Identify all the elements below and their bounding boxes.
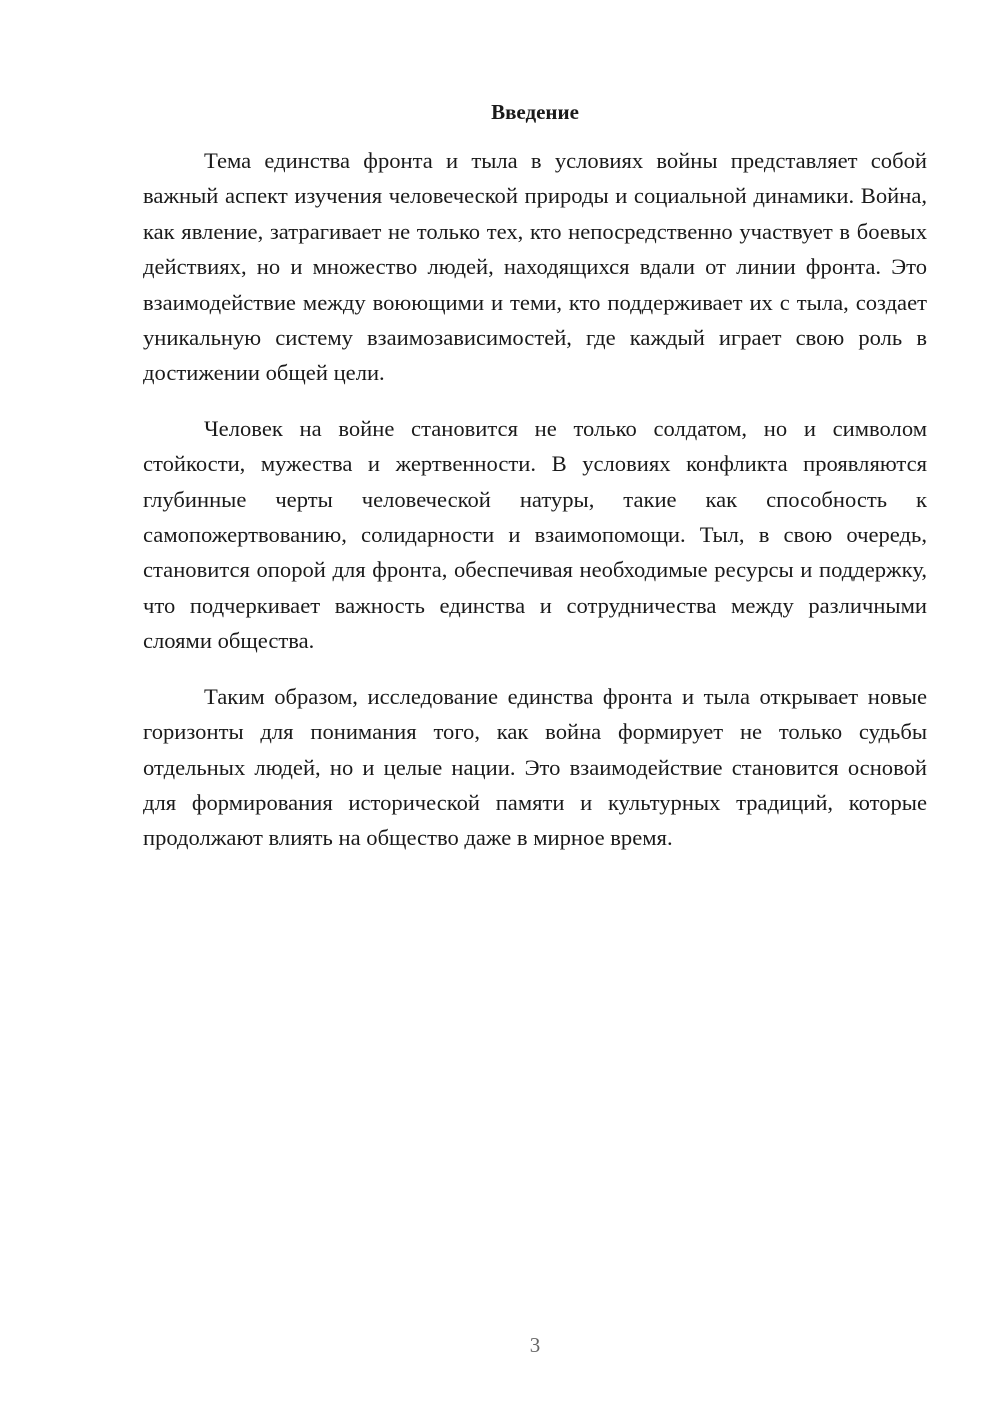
section-heading: Введение	[491, 100, 579, 124]
paragraph-1: Тема единства фронта и тыла в условиях войны представляет собой важный аспект изучения человеческой природы и социальной динамики. Война, как явление, затрагивает не только тех, кто непосредственно участвует в боевых действиях, но и множество людей, находящихся вдали от линии фронта. Это взаимодействие между воюющими и теми, кто поддерживает их с тыла, создает уникальную систему взаимозависимостей, где каждый играет свою роль в достижении общей цели.	[143, 148, 927, 386]
body-text	[143, 143, 927, 876]
paragraph-2: Человек на войне становится не только солдатом, но и символом стойкости, мужества и жертвенности. В условиях конфликта проявляются глубинные черты человеческой натуры, такие как способность к самопожертвованию, солидарности и взаимопомощи. Тыл, в свою очередь, становится опорой для фронта, обеспечивая необходимые ресурсы и поддержку, что подчеркивает важность единства и сотрудничества между различными слоями общества.	[143, 415, 927, 654]
page-number: 3	[529, 1333, 541, 1357]
paragraph-3: Таким образом, исследование единства фронта и тыла открывает новые горизонты для понимания того, как война формирует не только судьбы отдельных людей, но и целые нации. Это взаимодействие становится основой для формирования исторической памяти и культурных традиций, которые продолжают влиять на общество даже в мирное время.	[143, 683, 927, 851]
